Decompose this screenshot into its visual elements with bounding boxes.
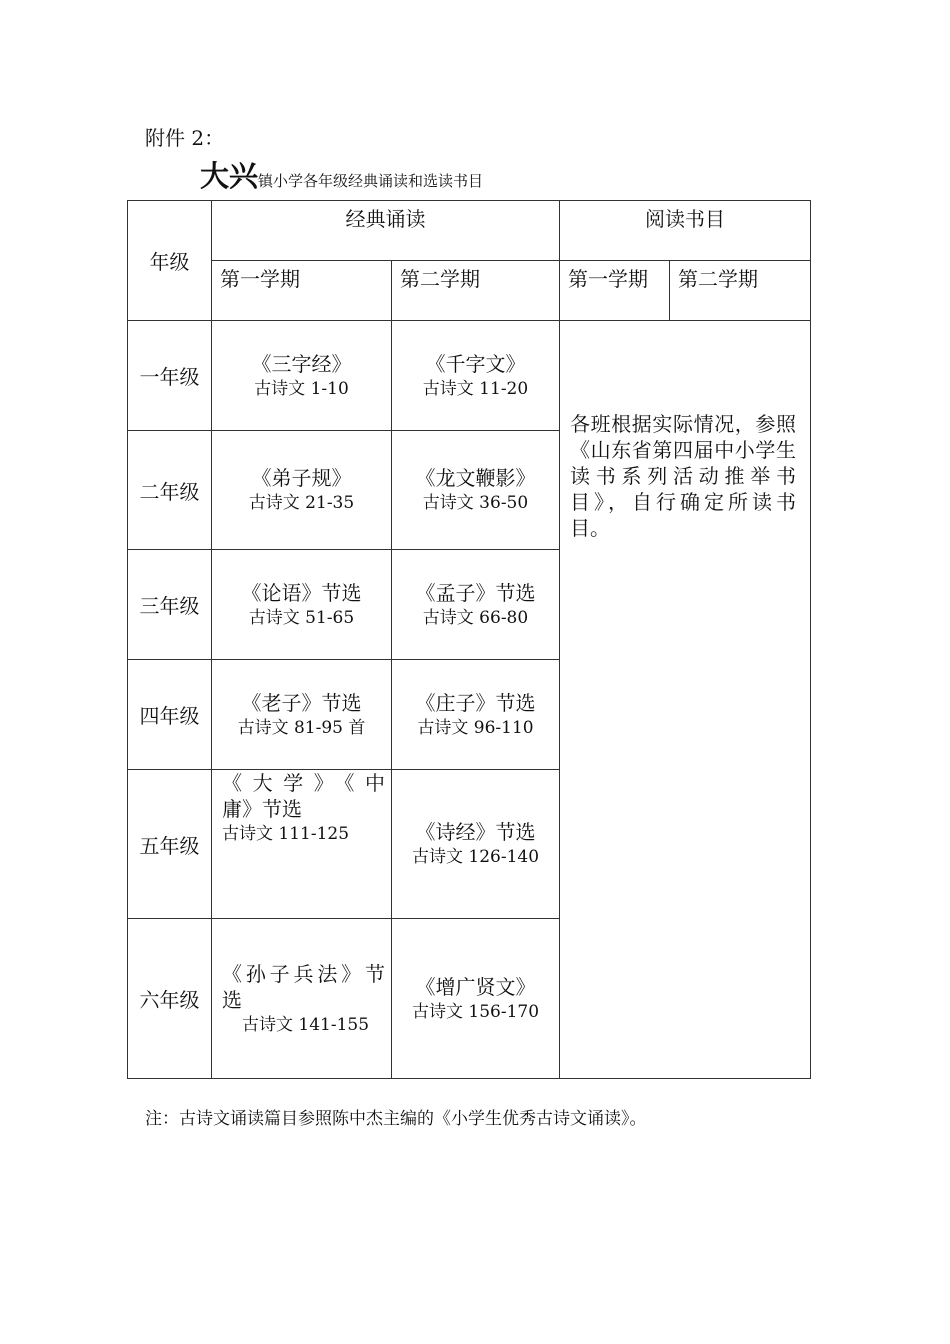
book-title-line2: 选 xyxy=(222,987,242,1012)
book-title: 《孟子》节选 xyxy=(415,580,536,605)
header-reading: 阅读书目 xyxy=(560,201,811,261)
term1-cell xyxy=(212,550,392,660)
reading-list-table xyxy=(127,200,811,1079)
book-title: 《千字文》 xyxy=(425,351,526,376)
poem-range: 古诗文 36-50 xyxy=(422,493,529,513)
poem-range: 古诗文 81-95 首 xyxy=(237,717,366,738)
reading-note-cell: 各班根据实际情况，参照《山东省第四届中小学生读书系列活动推举书目》，自行确定所读书目。 xyxy=(560,321,811,1079)
term2-cell xyxy=(392,660,560,770)
header-classics: 经典诵读 xyxy=(212,201,560,261)
poem-range: 古诗文 1-10 xyxy=(254,378,349,399)
term2-cell xyxy=(392,321,560,431)
term1-cell xyxy=(212,770,392,919)
book-title: 《三字经》 xyxy=(251,351,352,376)
grade-cell: 六年级 xyxy=(128,919,212,1079)
book-title: 《弟子规》 xyxy=(251,466,352,490)
footnote: 注：古诗文诵读篇目参照陈中杰主编的《小学生优秀古诗文诵读》。 xyxy=(145,1109,647,1129)
poem-range: 古诗文 126-140 xyxy=(411,847,540,867)
title-text: 镇小学各年级经典诵读和选读书目 xyxy=(258,172,484,190)
header-grade: 年级 xyxy=(128,201,212,321)
term2-cell xyxy=(392,550,560,660)
header-reading-term2: 第二学期 xyxy=(670,261,811,321)
grade-cell: 三年级 xyxy=(128,550,212,660)
grade-cell: 五年级 xyxy=(128,770,212,919)
book-title: 《老子》节选 xyxy=(241,690,362,715)
document-title xyxy=(200,154,483,195)
poem-range: 古诗文 51-65 xyxy=(248,607,355,628)
book-title: 《论语》节选 xyxy=(241,580,362,605)
book-title-line1: 《孙子兵法》节 xyxy=(222,961,385,986)
table-row xyxy=(128,321,811,431)
book-title: 《庄子》节选 xyxy=(415,690,536,715)
poem-range: 古诗文 11-20 xyxy=(422,378,529,399)
term1-cell xyxy=(212,321,392,431)
header-classics-term2: 第二学期 xyxy=(392,261,560,321)
poem-range: 古诗文 111-125 xyxy=(222,824,350,844)
poem-range: 古诗文 21-35 xyxy=(248,493,355,513)
title-town-name: 大兴 xyxy=(200,159,259,193)
header-classics-term1: 第一学期 xyxy=(212,261,392,321)
term2-cell xyxy=(392,919,560,1079)
poem-range: 古诗文 96-110 xyxy=(417,717,534,738)
poem-range: 古诗文 141-155 xyxy=(242,1014,370,1035)
grade-cell: 四年级 xyxy=(128,660,212,770)
grade-cell: 二年级 xyxy=(128,431,212,550)
term2-cell xyxy=(392,431,560,550)
book-title-line2: 庸》节选 xyxy=(222,797,302,821)
term1-cell xyxy=(212,431,392,550)
attachment-label: 附件 2： xyxy=(145,126,225,150)
book-title: 《龙文鞭影》 xyxy=(415,466,536,490)
term2-cell xyxy=(392,770,560,919)
poem-range: 古诗文 66-80 xyxy=(422,607,529,628)
term1-cell xyxy=(212,660,392,770)
book-title-line1: 《大学》《中 xyxy=(222,771,385,795)
header-reading-term1: 第一学期 xyxy=(560,261,670,321)
grade-cell: 一年级 xyxy=(128,321,212,431)
book-title: 《增广贤文》 xyxy=(415,974,536,999)
term1-cell xyxy=(212,919,392,1079)
book-title: 《诗经》节选 xyxy=(415,820,536,844)
poem-range: 古诗文 156-170 xyxy=(411,1001,540,1022)
